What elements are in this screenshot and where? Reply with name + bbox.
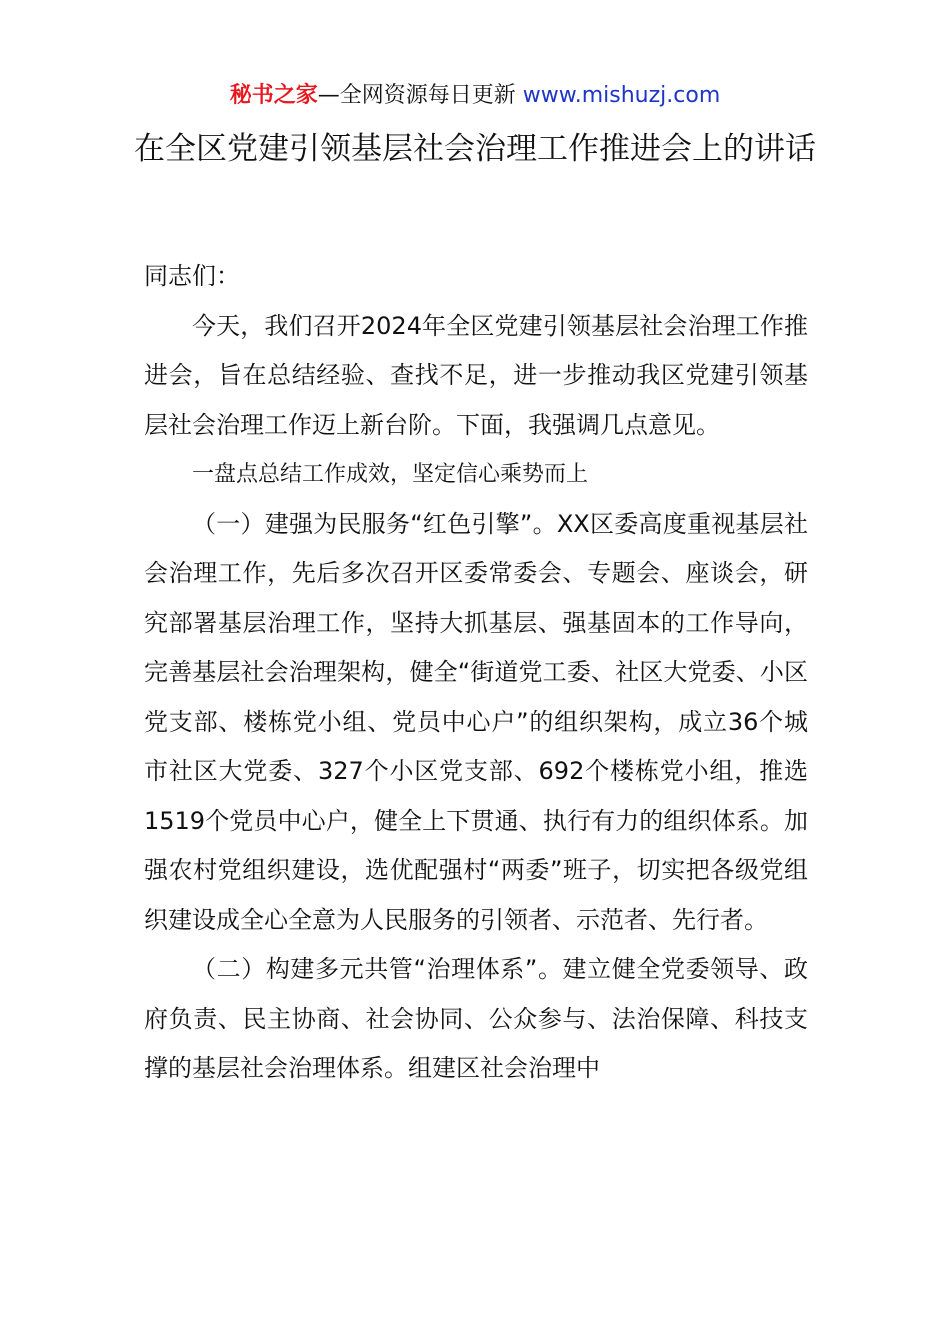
site-tagline: —全网资源每日更新	[317, 83, 523, 108]
document-body	[144, 252, 808, 1094]
site-brand: 秘书之家	[229, 83, 318, 108]
section-heading: 一盘点总结工作成效，坚定信心乘势而上	[192, 462, 589, 487]
site-url-link[interactable]: www.mishuzj.com	[522, 83, 721, 108]
document-title: 在全区党建引领基层社会治理工作推进会上的讲话	[134, 131, 816, 167]
paragraph-intro: 今天，我们召开2024年全区党建引领基层社会治理工作推进会，旨在总结经验、查找不足，进一步推动我区党建引领基层社会治理工作迈上新台阶。下面，我强调几点意见。	[144, 311, 808, 439]
paragraph-section-1: （一）建强为民服务“红色引擎”。XX区委高度重视基层社会治理工作，先后多次召开区委常委会、专题会、座谈会，研究部署基层治理工作，坚持大抓基层、强基固本的工作导向，完善基层社会治理架构，健全“街道党工委、社区大党委、小区党支部、楼栋党小组、党员中心户”的组织架构，成立36个城市社区大党委、327个小区党支部、692个楼栋党小组，推选1519个党员中心户，健全上下贯通、执行有力的组织体系。加强农村党组织建设，选优配强村“两委”班子，切实把各级党组织建设成全心全意为人民服务的引领者、示范者、先行者。	[144, 509, 808, 934]
paragraph-section-2: （二）构建多元共管“治理体系”。建立健全党委领导、政府负责、民主协商、社会协同、公众参与、法治保障、科技支撑的基层社会治理体系。组建区社会治理中	[144, 955, 808, 1082]
site-header	[0, 80, 950, 112]
salutation: 同志们：	[144, 262, 240, 290]
